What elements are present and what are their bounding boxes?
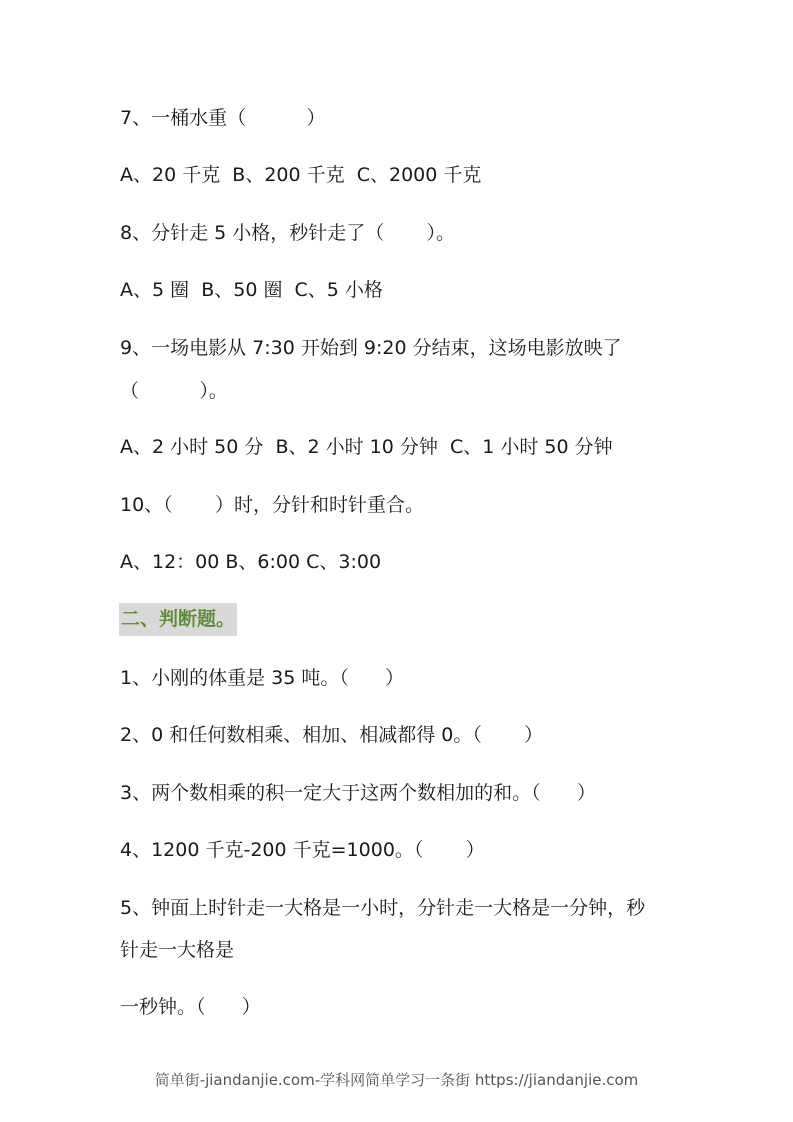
judge-question-4: 4、1200 千克-200 千克=1000。（ ） [120, 839, 485, 861]
question-9-continuation: （ ）。 [120, 380, 228, 402]
question-8-options: A、5 圈 B、50 圈 C、5 小格 [120, 279, 383, 301]
question-7: 7、一桶水重（ ） [120, 107, 326, 129]
judge-question-2: 2、0 和任何数相乘、相加、相减都得 0。（ ） [120, 724, 544, 746]
question-8: 8、分针走 5 小格，秒针走了（ ）。 [120, 222, 456, 244]
judge-question-5-end: 一秒钟。（ ） [120, 996, 261, 1018]
judge-question-1: 1、小刚的体重是 35 吨。（ ） [120, 667, 405, 689]
page-footer: 简单街-jiandanjie.com-学科网简单学习一条街 https://jiandanjie.com [154, 1071, 639, 1089]
judge-question-5-continuation: 针走一大格是 [120, 939, 235, 961]
question-9: 9、一场电影从 7:30 开始到 9:20 分结束，这场电影放映了 [120, 337, 622, 359]
question-10: 10、（ ）时，分针和时针重合。 [120, 494, 424, 516]
question-7-options: A、20 千克 B、200 千克 C、2000 千克 [120, 164, 482, 186]
section-heading-true-false: 二、判断题。 [119, 603, 237, 636]
judge-question-5: 5、钟面上时针走一大格是一小时，分针走一大格是一分钟，秒 [120, 897, 646, 919]
question-10-options: A、12：00 B、6:00 C、3:00 [120, 551, 382, 573]
judge-question-3: 3、两个数相乘的积一定大于这两个数相加的和。（ ） [120, 782, 596, 804]
question-9-options: A、2 小时 50 分 B、2 小时 10 分钟 C、1 小时 50 分钟 [120, 436, 613, 458]
